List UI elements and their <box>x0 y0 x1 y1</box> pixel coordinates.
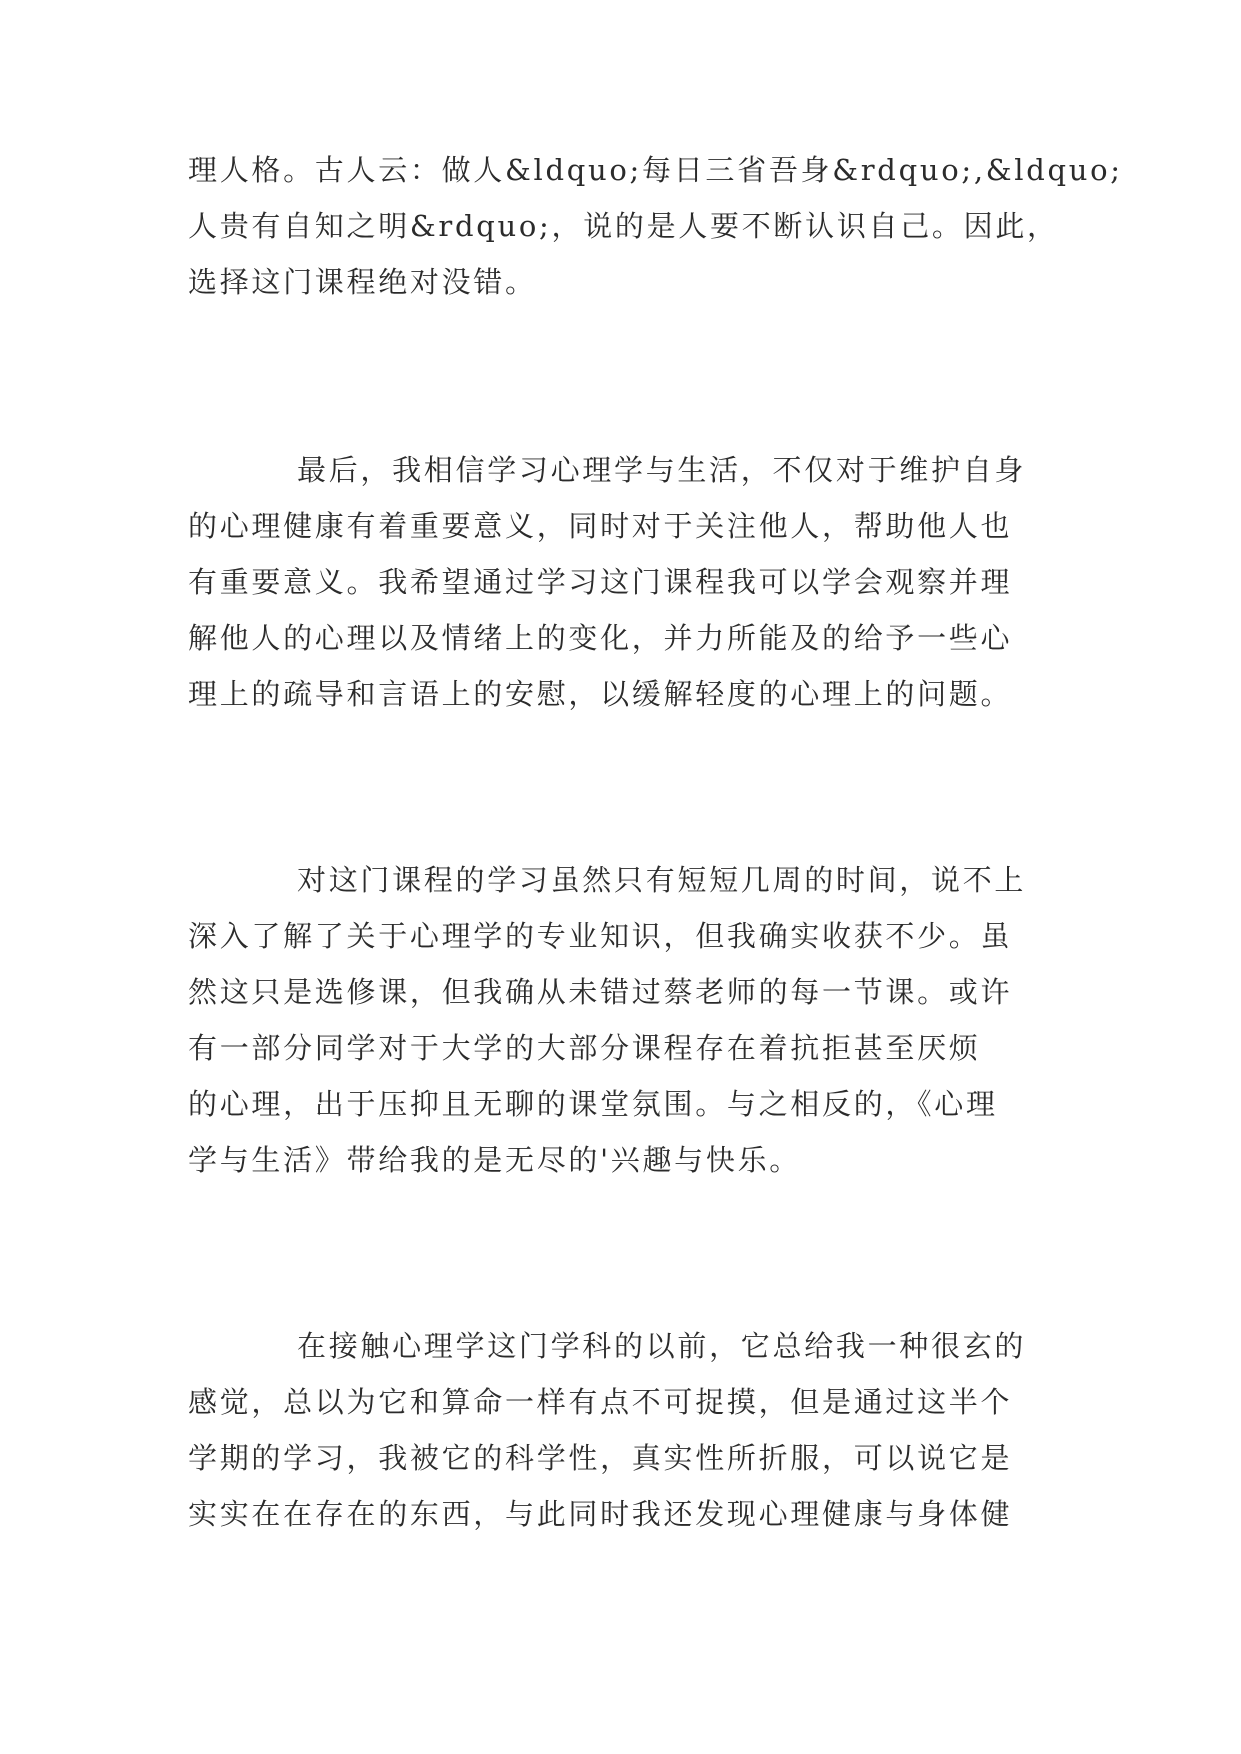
paragraph-2-line-5: 理上的疏导和言语上的安慰，以缓解轻度的心理上的问题。 <box>188 677 1013 711</box>
paragraph-2-line-1: 最后，我相信学习心理学与生活，不仅对于维护自身 <box>297 453 1027 487</box>
paragraph-1-line-2: 人贵有自知之明&rdquo;，说的是人要不断认识自己。因此， <box>188 209 1059 243</box>
paragraph-4-line-2: 感觉，总以为它和算命一样有点不可捉摸，但是通过这半个 <box>188 1385 1013 1419</box>
paragraph-3-line-5: 的心理，出于压抑且无聊的课堂氛围。与之相反的，《心理 <box>188 1087 998 1121</box>
paragraph-3-line-2: 深入了解了关于心理学的专业知识，但我确实收获不少。虽 <box>188 919 1013 953</box>
paragraph-4-line-3: 学期的学习，我被它的科学性，真实性所折服，可以说它是 <box>188 1441 1013 1475</box>
paragraph-3-line-3: 然这只是选修课，但我确从未错过蔡老师的每一节课。或许 <box>188 975 1013 1009</box>
paragraph-1-line-1: 理人格。古人云：做人&ldquo;每日三省吾身&rdquo;,&ldquo; <box>188 153 1123 187</box>
paragraph-3-line-4: 有一部分同学对于大学的大部分课程存在着抗拒甚至厌烦 <box>188 1031 981 1065</box>
paragraph-3-line-1: 对这门课程的学习虽然只有短短几周的时间，说不上 <box>297 863 1027 897</box>
paragraph-4-line-4: 实实在在存在的东西，与此同时我还发现心理健康与身体健 <box>188 1497 1013 1531</box>
paragraph-2-line-3: 有重要意义。我希望通过学习这门课程我可以学会观察并理 <box>188 565 1013 599</box>
paragraph-2-line-4: 解他人的心理以及情绪上的变化，并力所能及的给予一些心 <box>188 621 1013 655</box>
paragraph-1-line-3: 选择这门课程绝对没错。 <box>188 265 537 299</box>
paragraph-2-line-2: 的心理健康有着重要意义，同时对于关注他人，帮助他人也 <box>188 509 1013 543</box>
paragraph-3-line-6: 学与生活》带给我的是无尽的'兴趣与快乐。 <box>188 1143 801 1177</box>
paragraph-4-line-1: 在接触心理学这门学科的以前，它总给我一种很玄的 <box>297 1329 1027 1363</box>
